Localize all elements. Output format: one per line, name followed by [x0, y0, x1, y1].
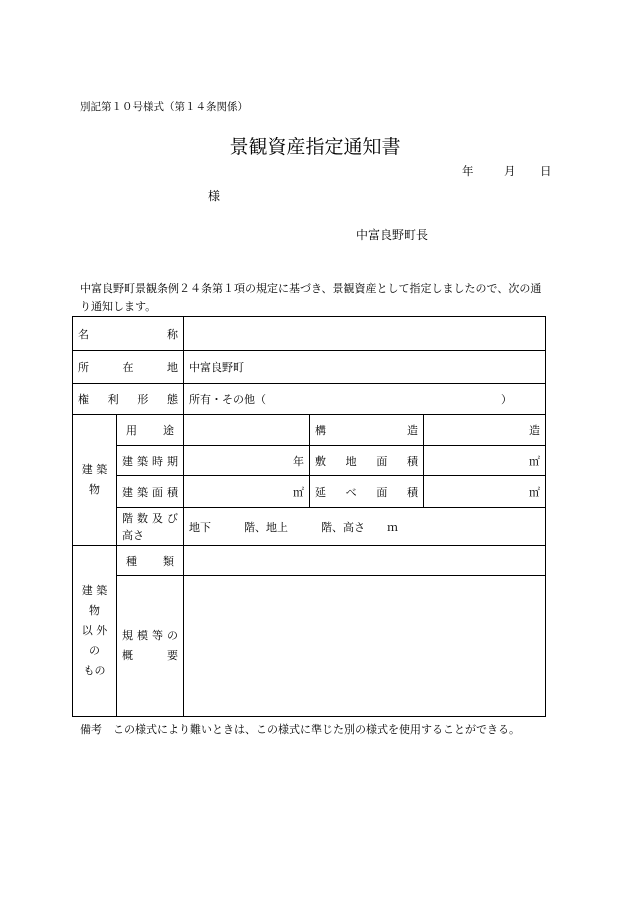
addressee-suffix: 様	[208, 189, 221, 203]
date-day-label: 日	[540, 164, 552, 178]
use-label: 用 途	[117, 415, 184, 446]
structure-label: 構 造	[310, 415, 424, 446]
row-type	[73, 546, 546, 576]
name-value[interactable]	[184, 317, 546, 351]
name-label: 名 称	[73, 317, 184, 351]
date-month-label: 月	[504, 164, 516, 178]
scale-summary-label: 規 模 等 の 概 要	[117, 576, 184, 717]
notice-body-text: 中富良野町景観条例２４条第１項の規定に基づき、景観資産として指定しましたので、次の通り通知します。	[80, 282, 542, 313]
floor-area-value[interactable]: ㎡	[424, 476, 546, 508]
built-period-label: 建 築 時 期	[117, 446, 184, 476]
structure-value[interactable]: 造	[424, 415, 546, 446]
building-area-label: 建 築 面 積	[117, 476, 184, 508]
non-building-group-label: 建 築 物 以 外 の もの	[73, 546, 117, 717]
row-built-site	[73, 446, 546, 476]
remarks-note: 備考 この様式により難いときは、この様式に準じた別の様式を使用することができる。	[80, 723, 520, 736]
row-rights	[73, 384, 546, 415]
floors-height-value[interactable]: 地下 階、地上 階、高さ ｍ	[184, 508, 546, 546]
row-scale-summary	[73, 576, 546, 717]
rights-label: 権 利 形 態	[73, 384, 184, 415]
site-area-label: 敷 地 面 積	[310, 446, 424, 476]
notice-form-table	[72, 316, 546, 717]
rights-value[interactable]: 所有・その他（ ）	[184, 384, 546, 415]
built-period-value[interactable]: 年	[184, 446, 310, 476]
building-area-value[interactable]: ㎡	[184, 476, 310, 508]
date-year-label: 年	[462, 164, 474, 178]
floor-area-label: 延 べ 面 積	[310, 476, 424, 508]
scale-summary-value[interactable]	[184, 576, 546, 717]
location-value[interactable]: 中富良野町	[184, 351, 546, 384]
type-label: 種 類	[117, 546, 184, 576]
row-building-floor-area	[73, 476, 546, 508]
row-name	[73, 317, 546, 351]
form-reference: 別記第１０号様式（第１４条関係）	[80, 101, 248, 113]
type-value[interactable]	[184, 546, 546, 576]
row-floors-height	[73, 508, 546, 546]
document-title: 景観資産指定通知書	[229, 136, 401, 158]
floors-height-label: 階 数 及 び 高さ	[117, 508, 184, 546]
row-location	[73, 351, 546, 384]
location-label: 所 在 地	[73, 351, 184, 384]
use-value[interactable]	[184, 415, 310, 446]
building-group-label: 建 築 物	[73, 415, 117, 546]
row-use-structure	[73, 415, 546, 446]
issuer-name: 中富良野町長	[356, 228, 429, 242]
site-area-value[interactable]: ㎡	[424, 446, 546, 476]
